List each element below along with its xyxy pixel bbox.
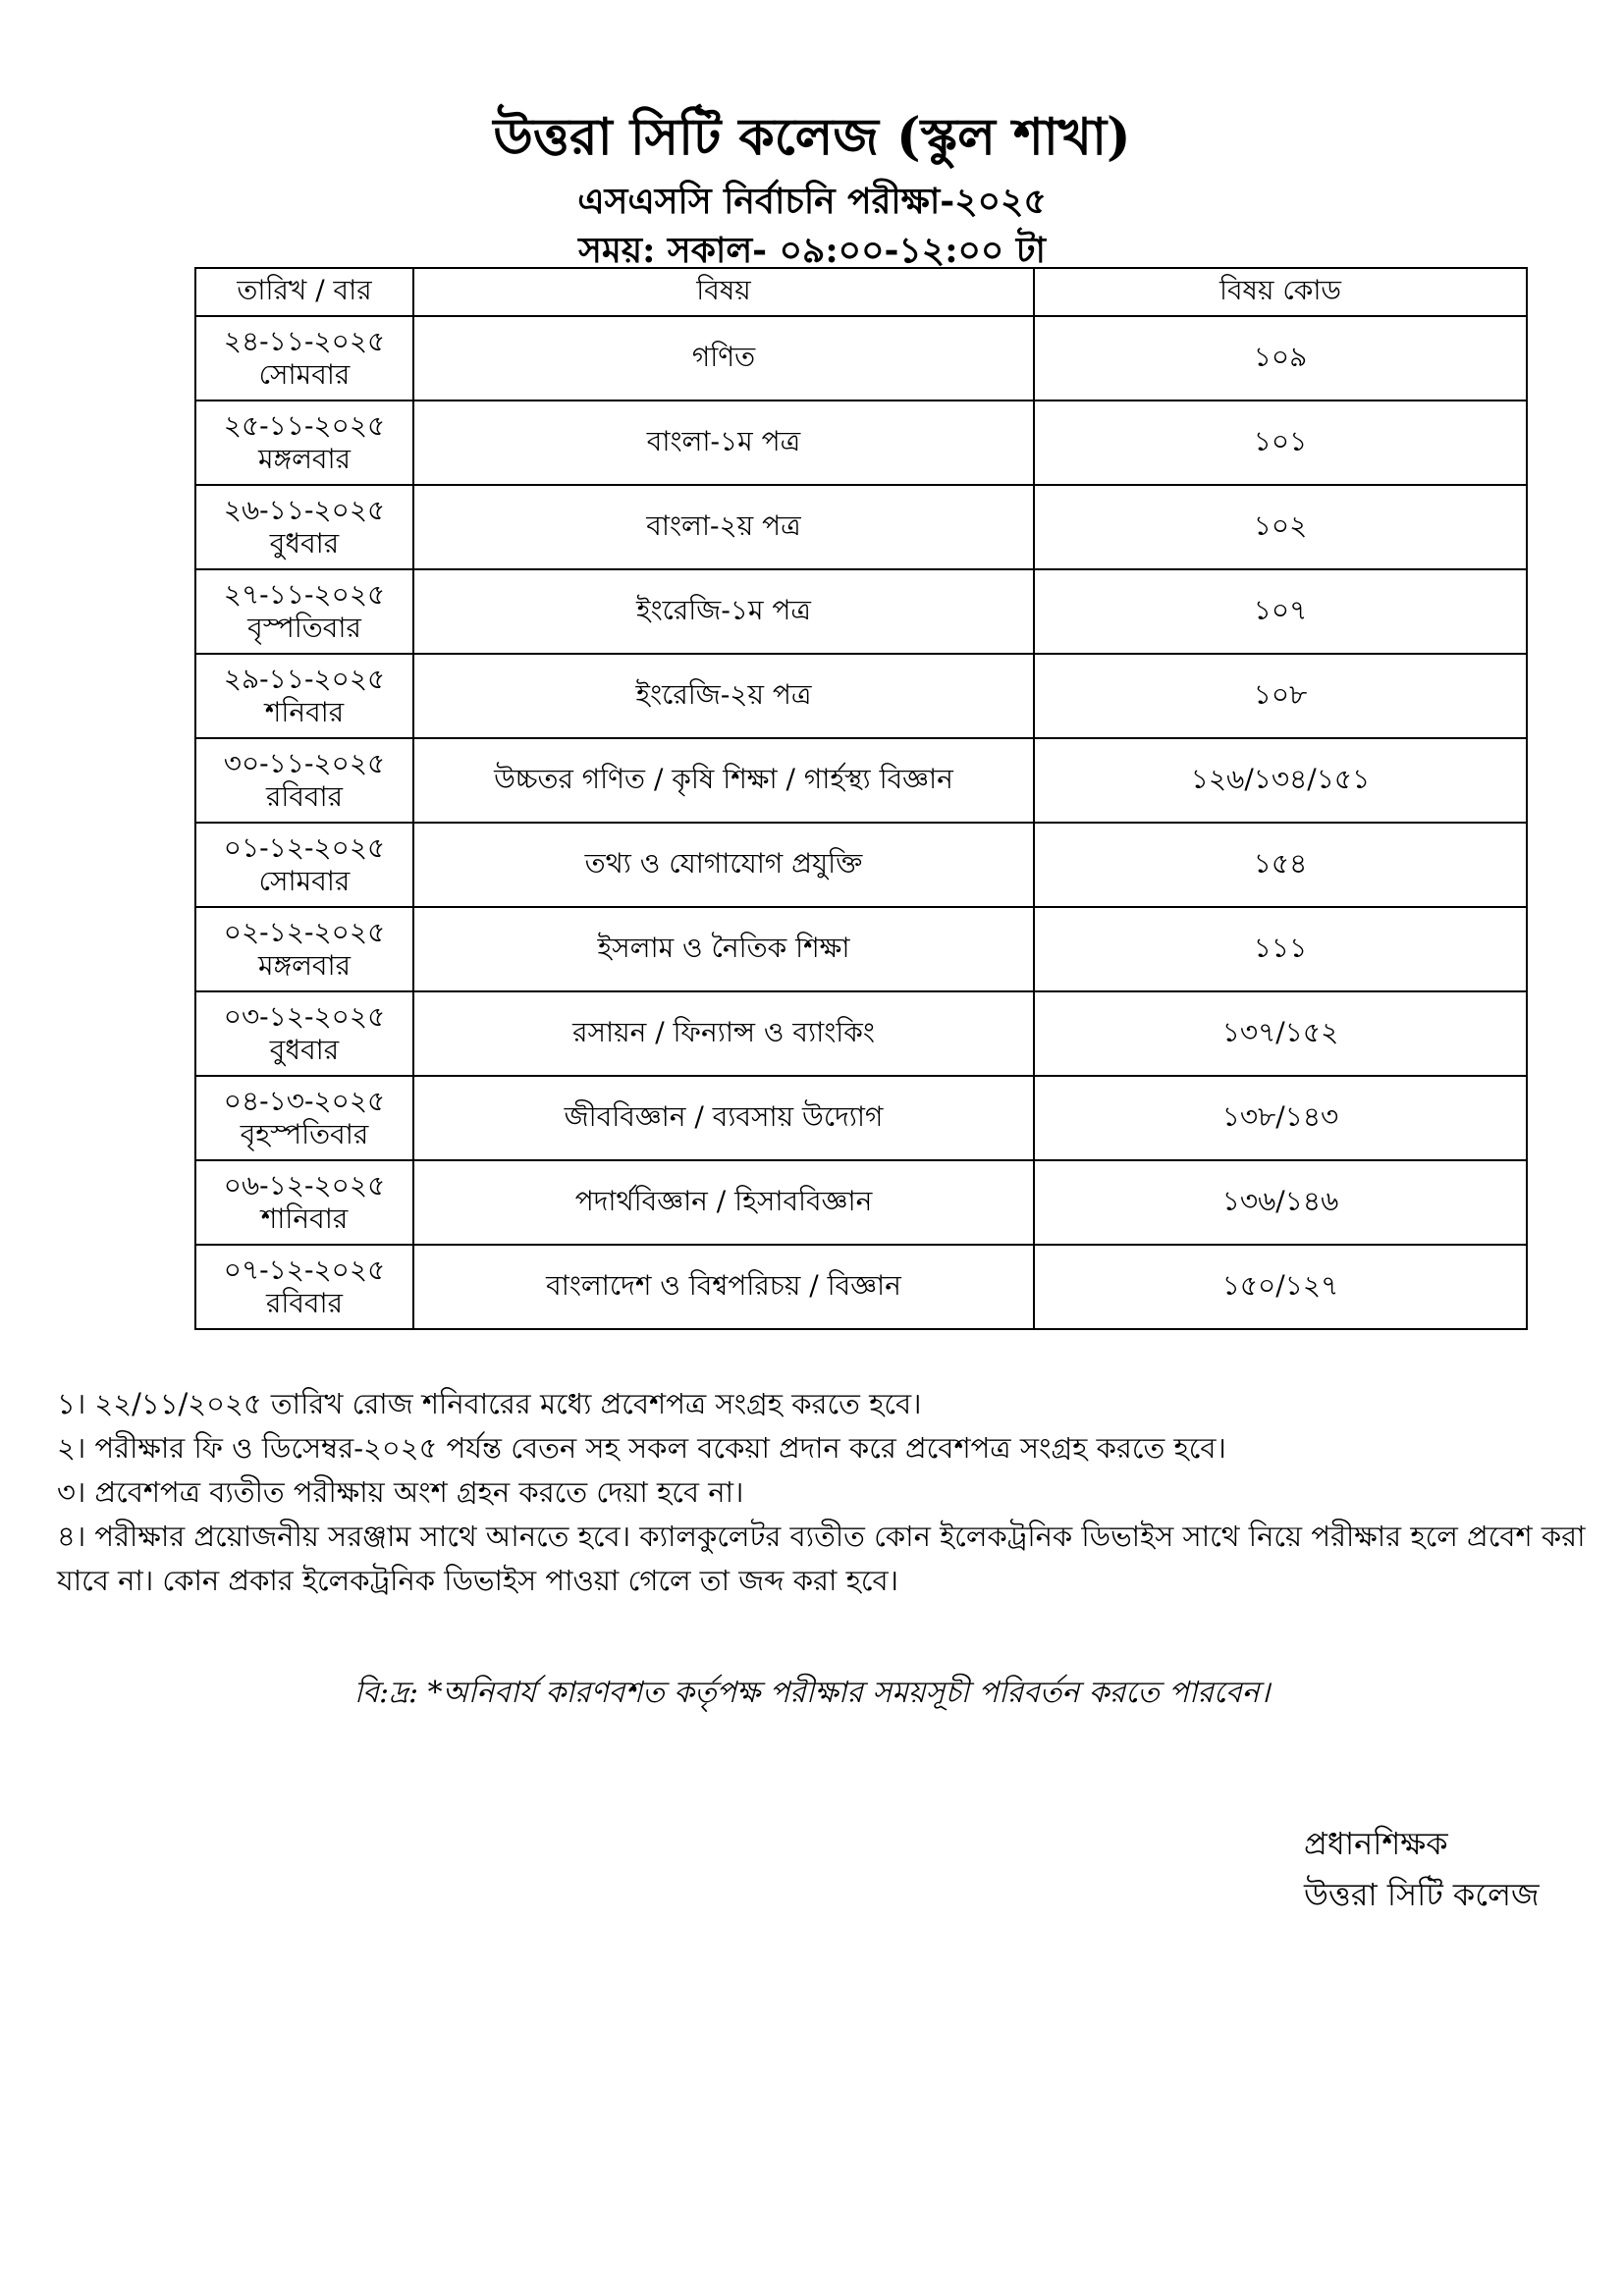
instructions-list [57, 1382, 1589, 1603]
exam-date: ০৭-১২-২০২৫ [223, 1254, 386, 1286]
subject-cell: ইংরেজি-২য় পত্র [413, 654, 1034, 738]
subject-code-cell: ১১১ [1034, 907, 1527, 991]
date-day-cell [195, 316, 413, 400]
subject-code-cell: ১৩৭/১৫২ [1034, 991, 1527, 1076]
date-day-cell [195, 485, 413, 569]
document-header [0, 98, 1624, 275]
date-day-cell [195, 400, 413, 485]
exam-day: বৃহস্পতিবার [240, 1118, 369, 1150]
table-body [195, 316, 1527, 1329]
header-date-day: তারিখ / বার [195, 268, 413, 316]
table-row [195, 485, 1527, 569]
exam-date: ২৪-১১-২০২৫ [223, 325, 386, 357]
table-row [195, 316, 1527, 400]
subject-code-cell: ১০৭ [1034, 569, 1527, 654]
subject-cell: বাংলাদেশ ও বিশ্বপরিচয় / বিজ্ঞান [413, 1245, 1034, 1329]
table-row [195, 1245, 1527, 1329]
date-day-cell [195, 1076, 413, 1160]
subject-cell: বাংলা-২য় পত্র [413, 485, 1034, 569]
table-row [195, 1160, 1527, 1245]
table-header-row [195, 268, 1527, 316]
subject-cell: ইসলাম ও নৈতিক শিক্ষা [413, 907, 1034, 991]
exam-date: ০৪-১৩-২০২৫ [223, 1085, 386, 1117]
exam-date: ২৭-১১-২০২৫ [223, 578, 386, 611]
exam-day: বুধবার [269, 1034, 340, 1066]
subject-cell: পদার্থবিজ্ঞান / হিসাববিজ্ঞান [413, 1160, 1034, 1245]
subject-code-cell: ১০৮ [1034, 654, 1527, 738]
exam-date: ০৩-১২-২০২৫ [223, 1000, 386, 1033]
subject-code-cell: ১৫৪ [1034, 823, 1527, 907]
date-day-cell [195, 738, 413, 823]
exam-day: বুধবার [269, 527, 340, 560]
subject-code-cell: ১০২ [1034, 485, 1527, 569]
table-row [195, 907, 1527, 991]
signatory-institution: উত্তরা সিটি কলেজ [1304, 1876, 1540, 1913]
date-day-cell [195, 654, 413, 738]
exam-day: মঙ্গলবার [257, 443, 352, 475]
subject-cell: ইংরেজি-১ম পত্র [413, 569, 1034, 654]
exam-day: সোমবার [258, 358, 351, 391]
subject-cell: উচ্চতর গণিত / কৃষি শিক্ষা / গার্হস্থ্য বিজ্ঞান [413, 738, 1034, 823]
date-day-cell [195, 569, 413, 654]
subject-code-cell: ১০৯ [1034, 316, 1527, 400]
exam-day: শনিবার [264, 696, 345, 728]
exam-day: বৃস্পতিবার [247, 612, 361, 644]
header-subject: বিষয় [413, 268, 1034, 316]
instruction-3: ৩। প্রবেশপত্র ব্যতীত পরীক্ষায় অংশ গ্রহন করতে দেয়া হবে না। [57, 1475, 744, 1509]
exam-date: ২৬-১১-২০২৫ [223, 494, 386, 526]
subject-code-cell: ১০১ [1034, 400, 1527, 485]
institution-title: উত্তরা সিটি কলেজ (স্কুল শাখা) [493, 107, 1131, 167]
exam-date: ২৫-১১-২০২৫ [223, 409, 386, 442]
subject-cell: গণিত [413, 316, 1034, 400]
table-row [195, 738, 1527, 823]
exam-time: সময়: সকাল- ০৯:০০-১২:০০ টা [578, 230, 1046, 271]
subject-cell: বাংলা-১ম পত্র [413, 400, 1034, 485]
subject-cell: রসায়ন / ফিন্যান্স ও ব্যাংকিং [413, 991, 1034, 1076]
exam-date: ৩০-১১-২০২৫ [223, 747, 386, 779]
exam-day: মঙ্গলবার [257, 949, 352, 982]
exam-day: রবিবার [265, 780, 344, 813]
exam-date: ২৯-১১-২০২৫ [223, 663, 386, 695]
exam-day: রবিবার [265, 1287, 344, 1319]
exam-day: শানিবার [260, 1202, 349, 1235]
subject-code-cell: ১৩৮/১৪৩ [1034, 1076, 1527, 1160]
table-row [195, 991, 1527, 1076]
instruction-2: ২। পরীক্ষার ফি ও ডিসেম্বর-২০২৫ পর্যন্ত বেতন সহ সকল বকেয়া প্রদান করে প্রবেশপত্র সংগ্রহ করতে হবে। [57, 1431, 1226, 1465]
date-day-cell [195, 991, 413, 1076]
exam-date: ০৬-১২-২০২৫ [223, 1169, 386, 1201]
table-row [195, 1076, 1527, 1160]
date-day-cell [195, 1160, 413, 1245]
signature-block [1304, 1818, 1540, 1920]
special-note: বি:দ্র: *অনিবার্য কারণবশত কর্তৃপক্ষ পরীক্ষার সময়সূচী পরিবর্তন করতে পারবেন। [353, 1676, 1271, 1710]
instruction-4: ৪। পরীক্ষার প্রয়োজনীয় সরঞ্জাম সাথে আনতে হবে। ক্যালকুলেটর ব্যতীত কোন ইলেকট্রনিক ডিভাইস সাথে নিয়ে পরীক্ষার হলে প্রবেশ করা যাবে না। কোন প্রকার ইলেকট্রনিক ডিভাইস পাওয়া গেলে তা জব্দ করা হবে। [57, 1520, 1586, 1597]
date-day-cell [195, 907, 413, 991]
instruction-1: ১। ২২/১১/২০২৫ তারিখ রোজ শনিবারের মধ্যে প্রবেশপত্র সংগ্রহ করতে হবে। [57, 1387, 922, 1420]
exam-routine-table [194, 267, 1528, 1330]
subject-cell: জীববিজ্ঞান / ব্যবসায় উদ্যোগ [413, 1076, 1034, 1160]
table-row [195, 569, 1527, 654]
table-row [195, 654, 1527, 738]
subject-code-cell: ১২৬/১৩৪/১৫১ [1034, 738, 1527, 823]
date-day-cell [195, 1245, 413, 1329]
table-row [195, 823, 1527, 907]
header-subject-code: বিষয় কোড [1034, 268, 1527, 316]
subject-code-cell: ১৫০/১২৭ [1034, 1245, 1527, 1329]
exam-title: এসএসসি নির্বাচনি পরীক্ষা-২০২৫ [577, 181, 1047, 222]
subject-cell: তথ্য ও যোগাযোগ প্রযুক্তি [413, 823, 1034, 907]
subject-code-cell: ১৩৬/১৪৬ [1034, 1160, 1527, 1245]
exam-date: ০১-১২-২০২৫ [223, 831, 386, 864]
signatory-designation: প্রধানশিক্ষক [1304, 1825, 1448, 1862]
table-row [195, 400, 1527, 485]
exam-date: ০২-১২-২০২৫ [223, 916, 386, 948]
exam-day: সোমবার [258, 865, 351, 897]
date-day-cell [195, 823, 413, 907]
